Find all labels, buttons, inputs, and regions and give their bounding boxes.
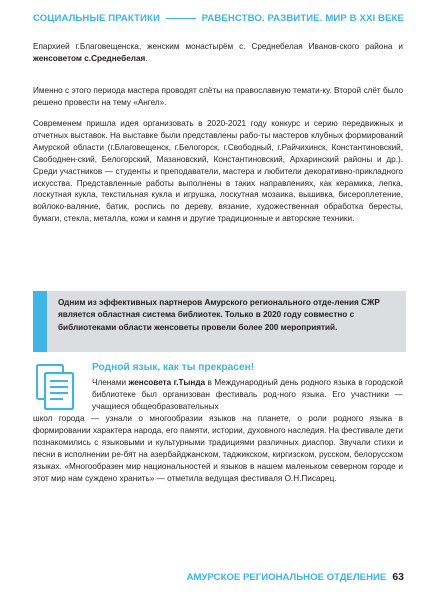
paragraph-3: Современем пришла идея организовать в 2020-2021 году конкурс и серию передвижных и отчетных выставок. На выставке были представлены рабо-ты мастеров клубных формирований Амурской области (г.Благовещенск, г.Белогорск, г.Свободный, г.Райчихинск, Константиновский, Свободнен-ский, Белогорский, Мазановский, Константиновский, Архаринский районы и др.). Среди участников — студенты и преподаватели, мастера и любители декоративно-прикладного искусства. Представленные работы выполнены в таких направлениях, как керамика, лепка, лоскутная кукла, текстильная кукла и игрушка, лоскутная мозаика, вышивка, бисероплетение, войлоко-валяние, батик, роспись по дереву, вязание, художественная обработка бересты, бумаги, стекла, металла, кожи и камня и другие традиционные и авторские техники. xyxy=(33,119,403,224)
running-footer xyxy=(186,570,404,584)
running-header xyxy=(33,11,404,25)
header-section-label: СОЦИАЛЬНЫЕ ПРАКТИКИ xyxy=(33,12,160,24)
paragraph-1 xyxy=(33,41,403,65)
subsection-text-start: Членами xyxy=(92,378,129,387)
paragraph-2: Именно с этого периода мастера проводят слёты на православную темати-ку. Второй слёт было решено провести на тему «Ангел». xyxy=(33,86,403,107)
subsection-text-bold: женсовета г.Тында xyxy=(128,378,206,387)
footer-section-label: АМУРСКОЕ РЕГИОНАЛЬНОЕ ОТДЕЛЕНИЕ xyxy=(186,571,387,583)
header-topic-label: РАВЕНСТВО. РАЗВИТИЕ. МИР В XXI ВЕКЕ xyxy=(201,12,404,24)
paragraph-1-end: . xyxy=(145,53,148,63)
subsection-paragraph-cont: школ города — узнали о многообразии языков на планете, о роли родного языка в формировании характера народа, его памяти, истории, духовного наследия. На фестивале дети познакомились с языковыми и культурными традициями различных диаспор. Звучали стихи и песни в исполнении ре-бят на азербайджанском, таджикском, киргизском, русском, белорусском языках. «Многообразен мир национальностей и языков в нашем маленьком северном городе и этот мир нам суждено хранить» — отметила ведущая фестиваля О.Н.Писарец. xyxy=(33,414,403,483)
subsection-paragraph-intro xyxy=(92,377,403,413)
callout-box xyxy=(33,291,406,352)
callout-text: Одним из эффективных партнеров Амурского регионального отде-ления СЖР является областная система библиотек. Только в 2020 году совместно с библиотеками области женсоветы провели более 200 мероприятий. xyxy=(58,298,380,332)
callout-accent-bar xyxy=(33,291,47,352)
subsection-text-rest: в Международный день родного языка в городской библиотеке был организован фестиваль род-ного языка. Его участники — учащиеся общеобразовательных xyxy=(92,378,403,411)
document-icon xyxy=(33,363,79,411)
paragraph-1-text: Епархией г.Благовещенска, женским монастырём с. Среднебелая Иванов-ского района и xyxy=(33,42,403,51)
subsection-title: Родной язык, как ты прекрасен! xyxy=(92,362,255,373)
paragraph-1-bold: женсоветом с.Среднебелая xyxy=(33,53,146,63)
header-divider xyxy=(166,18,196,19)
page-number: 63 xyxy=(392,571,404,583)
